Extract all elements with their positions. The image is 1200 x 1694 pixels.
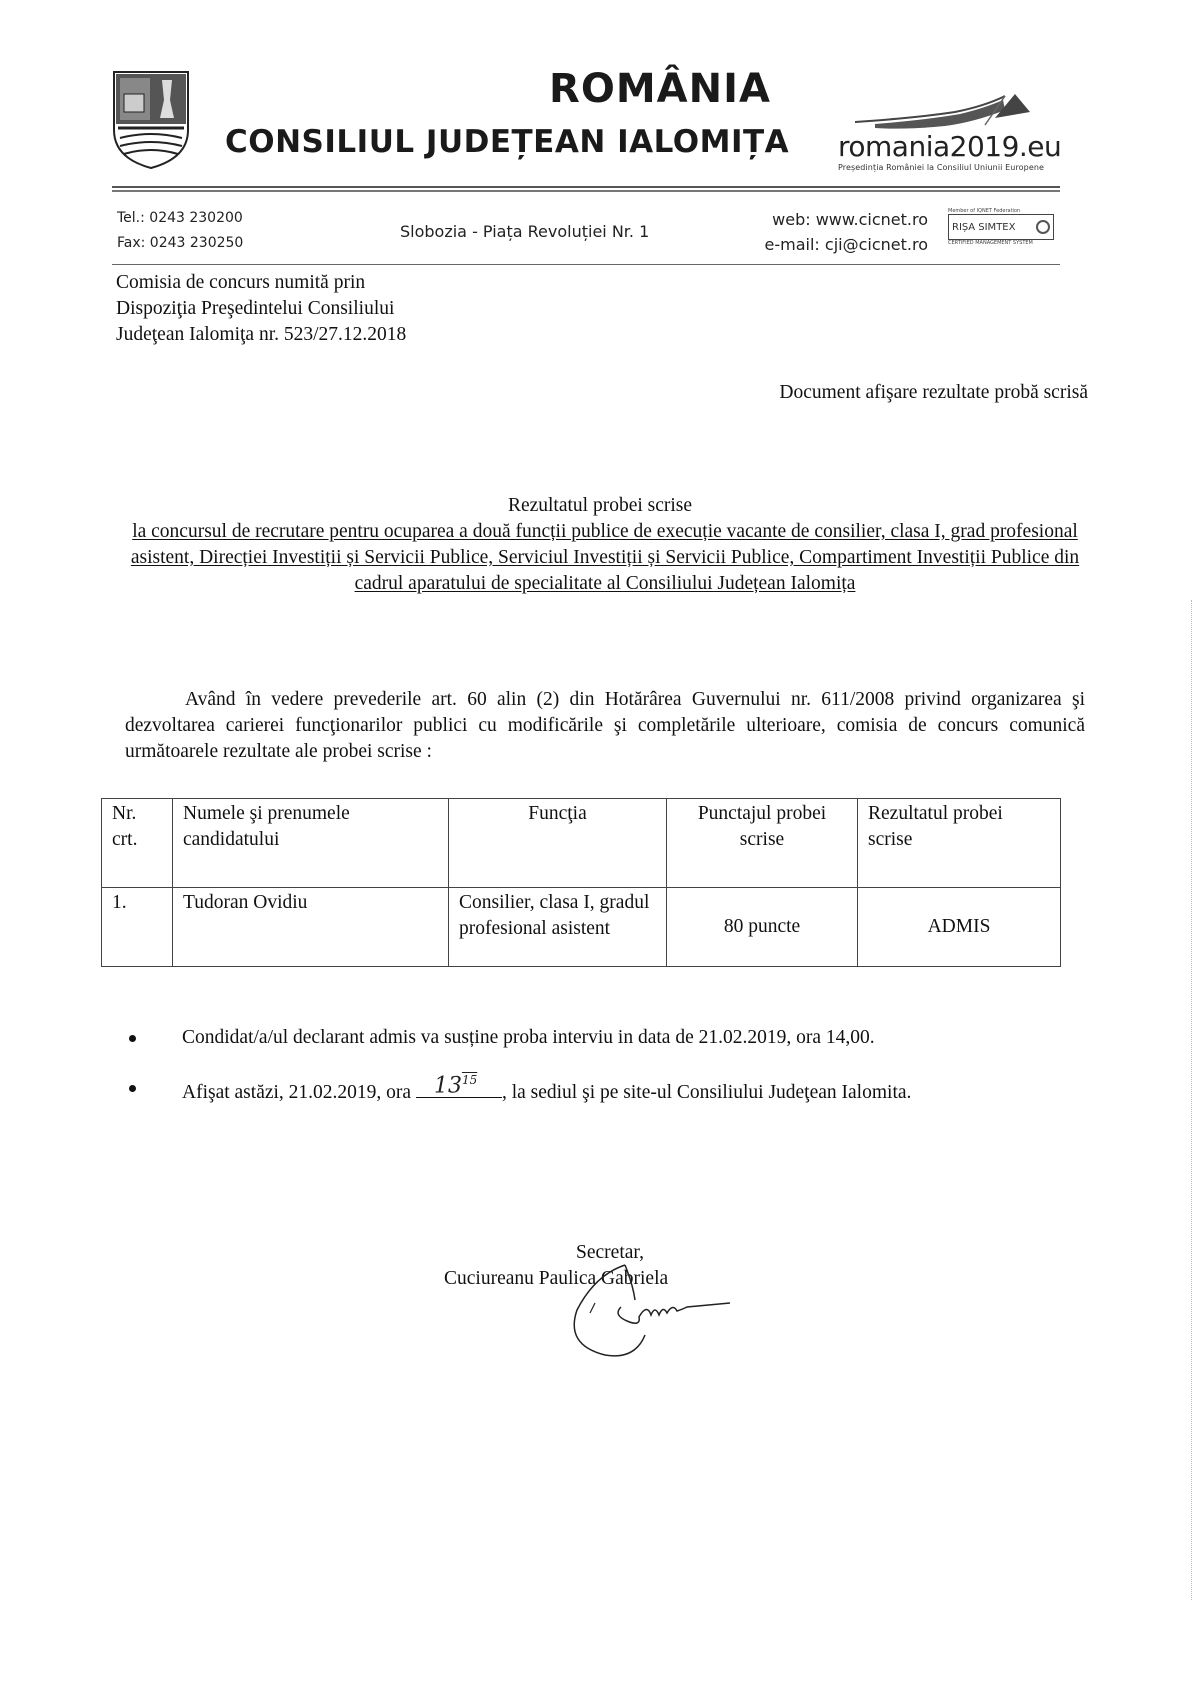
handwritten-signature-icon (555, 1255, 755, 1365)
handwritten-time (434, 1067, 477, 1099)
cert-label: RIȘA SIMTEX (952, 221, 1016, 233)
note-interview (125, 1025, 1085, 1051)
commission-line: Dispoziţia Preşedintelui Consiliului (116, 298, 395, 319)
signatory-role: Secretar, (576, 1242, 644, 1263)
note-posted-suffix: , la sediul şi pe site-ul Consiliului Judeţean Ialomita. (501, 1082, 912, 1103)
contact-address: Slobozia - Piața Revoluției Nr. 1 (400, 222, 650, 241)
contact-email[interactable]: e-mail: cji@cicnet.ro (764, 235, 928, 254)
intro-paragraph-text: Având în vedere prevederile art. 60 alin (2) din Hotărârea Guvernului nr. 611/2008 privind organizarea şi dezvoltarea carierei funcţionarilor publici cu modificările şi completările ulterioare, comisia de concurs comunică următoarele rezultate ale probei scrise : (125, 689, 1085, 762)
cell-score: 80 puncte (667, 888, 858, 967)
contact-divider (112, 264, 1060, 265)
contact-fax: Fax: 0243 230250 (117, 235, 244, 251)
cert-seal-icon (1036, 220, 1050, 234)
posted-time-field (416, 1075, 502, 1098)
header-country: ROMÂNIA (549, 66, 771, 112)
scan-edge-artifact (1190, 600, 1192, 1600)
table-row (102, 888, 1061, 967)
cert-top-text: Member of IQNET Federation (948, 208, 1021, 214)
commission-line: Comisia de concurs numită prin (116, 272, 366, 293)
document-subtitle: la concursul de recrutare pentru ocuparea a două funcții publice de execuție vacante de consilier, clasa I, grad profesional asistent, Direcției Investiții și Servicii Publice, Serviciul Investiții și Servicii Publice, Compartiment Investiții Publice din cadrul aparatului de specialitate al Consiliului Județean Ialomița (130, 521, 1080, 594)
posted-minutes: 15 (461, 1073, 478, 1087)
header-divider (112, 186, 1060, 192)
commission-line: Judeţean Ialomiţa nr. 523/27.12.2018 (116, 324, 407, 345)
header-institution: CONSILIUL JUDEȚEAN IALOMIȚA (225, 124, 790, 160)
romania-eu-presidency-logo-icon (855, 90, 1035, 135)
commission-block (116, 270, 516, 348)
table-header-row (102, 799, 1061, 888)
cell-name: Tudoran Ovidiu (173, 888, 449, 967)
col-header-name: Numele şi prenumele candidatului (173, 799, 449, 888)
contact-phone: Tel.: 0243 230200 (117, 210, 243, 226)
certification-badge (948, 208, 1054, 254)
document-label: Document afişare rezultate probă scrisă (779, 382, 1088, 403)
col-header-result: Rezultatul probei scrise (858, 799, 1061, 888)
col-header-nr: Nr. crt. (102, 799, 173, 888)
cell-result: ADMIS (858, 888, 1061, 967)
col-header-score: Punctajul probei scrise (667, 799, 858, 888)
signatory-name: Cuciureanu Paulica Gabriela (444, 1268, 669, 1289)
note-posted-prefix: Afişat astăzi, 21.02.2019, ora (182, 1082, 416, 1103)
cell-nr: 1. (102, 888, 173, 967)
results-table (101, 798, 1061, 967)
notes-list (125, 1025, 1085, 1130)
document-title: Rezultatul probei scrise (507, 495, 693, 516)
eu-presidency-site: romania2019.eu (838, 130, 1062, 163)
col-header-function: Funcţia (449, 799, 667, 888)
cell-function: Consilier, clasa I, gradul profesional asistent (449, 888, 667, 967)
note-interview-text: Condidat/a/ul declarant admis va susține proba interviu in data de 21.02.2019, ora 14,00. (182, 1027, 875, 1048)
cert-bottom-text: CERTIFIED MANAGEMENT SYSTEM (948, 240, 1033, 246)
intro-paragraph (125, 687, 1085, 765)
contact-web[interactable]: web: www.cicnet.ro (772, 210, 928, 229)
note-posted (125, 1075, 1085, 1106)
posted-hour: 13 (433, 1073, 462, 1099)
eu-presidency-tagline: Președinția României la Consiliul Uniunii Europene (838, 163, 1045, 172)
